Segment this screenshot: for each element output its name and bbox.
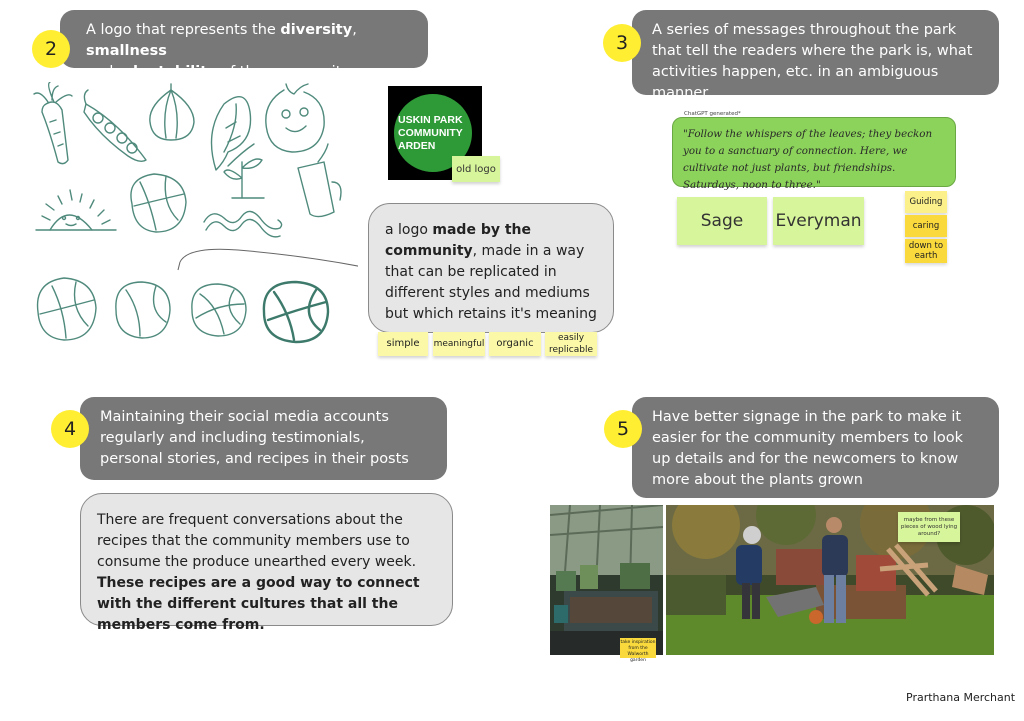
sunrise-sketch-icon — [36, 190, 116, 230]
sticky-easily-replicable: easily replicable — [545, 332, 597, 356]
cabbage-sketch-1-icon — [38, 278, 96, 340]
step-number-2: 2 — [32, 30, 70, 68]
recipes-bubble: There are frequent conversations about the recipes that the community members use to consume the produce unearthed every week. These recipes are a good way to connect with the different cultures that all the members come from. — [80, 493, 453, 626]
step-number-3: 3 — [603, 24, 641, 62]
step-number-4: 4 — [51, 410, 89, 448]
sticky-organic: organic — [489, 332, 541, 356]
archetype-sage: Sage — [677, 197, 767, 245]
carrot-sketch-icon — [34, 82, 72, 164]
logo-sketches — [28, 82, 358, 354]
onion-sketch-icon — [150, 84, 194, 140]
cabbage-sketch-3-icon — [192, 284, 246, 336]
worm-sketch-icon — [204, 211, 282, 236]
trait-down-to-earth: down to earth — [905, 239, 947, 263]
cabbage-sketch-2-icon — [116, 282, 170, 338]
watering-can-sketch-icon — [298, 144, 341, 217]
smiling-vegetable-sketch-icon — [266, 84, 324, 152]
trait-caring: caring — [905, 215, 947, 237]
old-logo-circle: USKIN PARK COMMUNITY ARDEN — [394, 94, 472, 172]
trait-guiding: Guiding — [905, 191, 947, 213]
walworth-note: take inspiration from the Walworth garden — [620, 640, 656, 663]
sticky-simple: simple — [378, 332, 428, 356]
connector-line — [180, 249, 358, 268]
author-name: Prarthana Merchant — [906, 691, 1016, 704]
section5-header: Have better signage in the park to make it easier for the community members to look up details and for the newcomers to know more about the plants grown — [632, 397, 999, 498]
old-logo-note: old logo — [452, 156, 500, 182]
wood-note: maybe from these pieces of wood lying around? — [898, 512, 960, 542]
section3-header: A series of messages throughout the park that tell the readers where the park is, what activities happen, etc. in an ambiguous manner — [632, 10, 999, 95]
step-number-5: 5 — [604, 410, 642, 448]
cabbage-sketch-4-icon — [264, 282, 328, 342]
logo-callout-bubble: a logo made by the community, made in a way that can be replicated in different styles and mediums but which retains it's meaning — [368, 203, 614, 333]
chatgpt-label: ChatGPT generated* — [684, 111, 741, 117]
section2-header: A logo that represents the diversity, smallness and adaptability of the community — [60, 10, 428, 68]
archetype-everyman: Everyman — [773, 197, 864, 245]
sticky-meaningful: meaningful — [433, 332, 485, 356]
section4-header: Maintaining their social media accounts regularly and including testimonials, personal stories, and recipes in their posts — [80, 397, 447, 480]
lettuce-sketch-icon — [131, 174, 186, 232]
spinach-sketch-icon — [212, 97, 255, 170]
quote-box: "Follow the whispers of the leaves; they beckon you to a sanctuary of connection. Here, we cultivate not just plants, but friendships. Saturdays, noon to three." — [672, 117, 956, 187]
greenhouse-photo — [550, 505, 663, 655]
pea-pod-sketch-icon — [84, 90, 146, 161]
